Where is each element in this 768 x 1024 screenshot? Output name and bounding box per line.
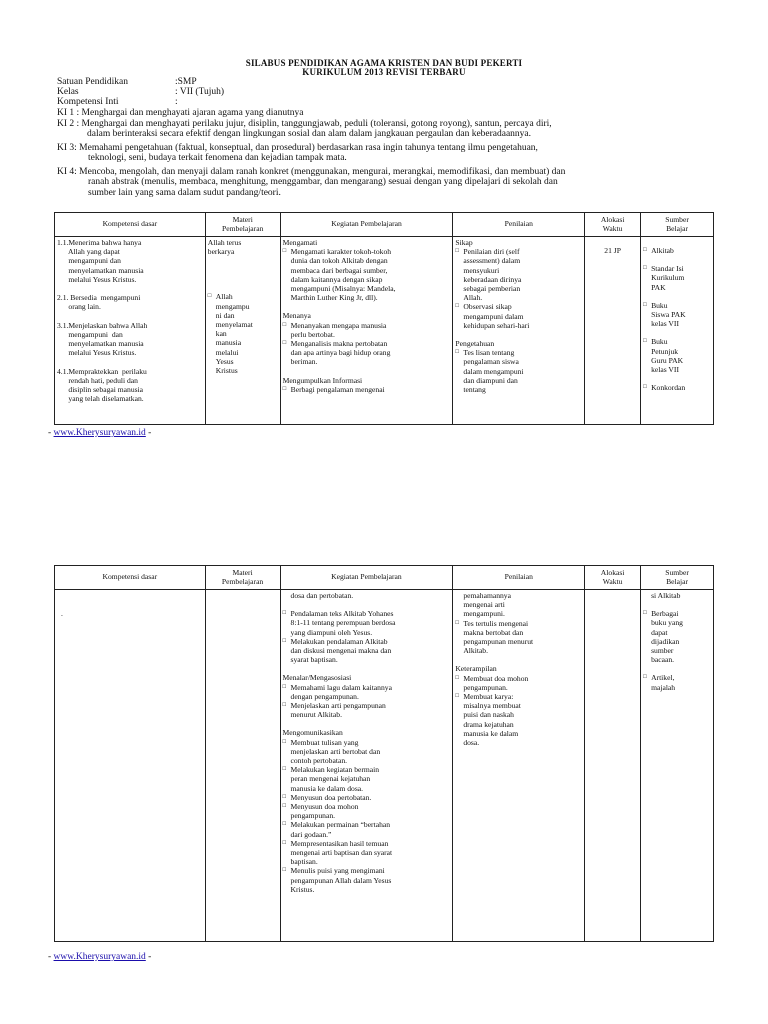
header-kegiatan: Kegiatan Pembelajaran <box>280 213 453 237</box>
bullet-item: □ Menanyakan mengapa manusia <box>283 321 451 330</box>
bullet-continuation: kan <box>215 329 227 339</box>
materi-title: Allah terus <box>207 238 242 247</box>
kd-line <box>57 358 203 367</box>
bullet-item: □ Observasi sikap <box>455 302 582 311</box>
kd-line: mengampuni dan <box>57 330 123 340</box>
bullet-continuation: melalui <box>215 347 239 357</box>
bullet-item: □ Penilaian diri (self <box>455 247 582 256</box>
bullet-continuation: dapat <box>651 627 668 637</box>
ki-2-cont: dalam berinteraksi secara efektif dengan lingkungan sosial dan alam dalam jangkauan pergaulan dan keberadaannya. <box>87 129 532 139</box>
identity-block <box>57 77 224 107</box>
kd-line: disiplin sebagai manusia <box>57 385 144 395</box>
header-kd: Kompetensi dasar <box>55 213 206 237</box>
section-heading: Mengomunikasikan <box>282 728 343 738</box>
bullet-continuation: dengan pengampunan. <box>290 691 359 701</box>
bullet-continuation: Guru PAK <box>651 355 684 365</box>
bullet-continuation: kelas VII <box>651 319 679 329</box>
page-footer: - www.Kherysuryawan.id - <box>48 952 152 962</box>
bullet-item: □ Berbagai <box>643 609 711 618</box>
syllabus-table-page-2 <box>54 565 714 942</box>
kd-line: mengampuni dan <box>57 256 121 266</box>
kd-line: 1.1.Menerima bahwa hanya <box>57 238 142 247</box>
ki-3-cont: teknologi, seni, budaya terkait fenomena dan kejadian tampak mata. <box>88 153 347 163</box>
bullet-continuation: mengampuni dalam <box>463 311 524 321</box>
bullet-continuation: menjelaskan arti bertobat dan <box>290 746 381 756</box>
bullet-continuation: pemahamannya <box>463 591 511 600</box>
bullet-continuation: tentang <box>463 385 486 395</box>
meta-row <box>57 77 224 87</box>
bullet-continuation: yang diampuni oleh Yesus. <box>290 627 373 637</box>
bullet-continuation: bacaan. <box>651 655 675 665</box>
bullet-continuation: dosa. <box>463 738 480 748</box>
bullet-item: □ Tes lisan tentang <box>455 348 582 357</box>
kd-line: 2.1. Bersedia mengampuni <box>57 293 141 303</box>
bullet-continuation: misalnya membuat <box>463 701 521 711</box>
spacer <box>643 664 711 673</box>
spacer <box>643 255 711 264</box>
bullet-item: □ Memahami lagu dalam kaitannya <box>283 683 451 692</box>
kegiatan-cell <box>280 237 453 425</box>
spacer <box>643 292 711 301</box>
bullet-continuation: Siswa PAK <box>651 310 686 320</box>
bullet-continuation: manusia ke dalam dosa. <box>290 783 364 793</box>
bullet-continuation: Yesus <box>215 356 234 366</box>
bullet-item: □ Allah <box>208 292 278 301</box>
bullet-item: □ Standar Isi <box>643 264 711 273</box>
header-materi: Materi Pembelajaran <box>205 213 280 237</box>
bullet-continuation: membaca dari berbagai sumber, <box>290 265 388 275</box>
bullet-continuation: dijadikan <box>651 636 680 646</box>
bullet-item: □ Membuat doa mohon <box>455 674 582 683</box>
bullet-item: □ Menganalisis makna pertobatan <box>283 339 451 348</box>
spacer <box>643 374 711 383</box>
bullet-continuation: kelas VII <box>651 365 679 375</box>
kd-value: . <box>61 609 63 618</box>
table-row <box>55 237 714 425</box>
header-penilaian: Penilaian <box>453 566 585 590</box>
header-alokasi: Alokasi Waktu <box>585 213 641 237</box>
alokasi-value: 21 JP <box>604 246 621 255</box>
spacer <box>283 664 451 673</box>
kegiatan-cell <box>280 590 453 942</box>
alokasi-cell <box>585 590 641 942</box>
bullet-continuation: si Alkitab <box>651 591 681 600</box>
bullet-item: □ Artikel, <box>643 673 711 682</box>
bullet-continuation: manusia <box>215 338 242 348</box>
meta-row <box>57 87 224 97</box>
bullet-continuation: mengampu <box>215 301 250 311</box>
bullet-continuation: mengenai arti baptisan dan syarat <box>290 848 393 858</box>
core-competencies <box>57 108 717 198</box>
kd-line: orang lain. <box>57 302 101 312</box>
bullet-item: □ Membuat tulisan yang <box>283 738 451 747</box>
bullet-continuation: beriman. <box>290 357 318 367</box>
meta-value: : VII (Tujuh) <box>175 87 225 97</box>
page-footer: - www.Kherysuryawan.id - <box>48 428 152 438</box>
table-row <box>55 590 714 942</box>
section-heading: Mengumpulkan Informasi <box>282 375 363 385</box>
materi-cell <box>205 590 280 942</box>
ki-4-cont: sumber lain yang sama dalam sudut pandang/teori. <box>88 187 281 198</box>
bullet-continuation: kehidupan sehari-hari <box>463 320 530 330</box>
table-header-row <box>55 566 714 590</box>
section-heading: Keterampilan <box>455 664 497 674</box>
header-kd: Kompetensi dasar <box>55 566 206 590</box>
bullet-continuation: pengalaman siswa <box>463 357 519 367</box>
kd-line: yang telah diselamatkan. <box>57 394 144 404</box>
section-heading: Pengetahuan <box>455 339 495 349</box>
bullet-item: □ Konkordan <box>643 383 711 392</box>
bullet-continuation: assessment) dalam <box>463 256 521 266</box>
bullet-item: □ Menyusun doa mohon <box>283 802 451 811</box>
meta-key: Satuan Pendidikan <box>57 77 128 87</box>
bullet-item: □ Menulis puisi yang mengimani <box>283 866 451 875</box>
bullet-continuation: dunia dan tokoh Alkitab dengan <box>290 256 388 266</box>
bullet-item: □ Mempresentasikan hasil temuan <box>283 839 451 848</box>
bullet-continuation: majalah <box>651 682 676 692</box>
sumber-cell <box>641 237 714 425</box>
section-heading: Menanya <box>282 311 311 321</box>
bullet-continuation: Petunjuk <box>651 346 679 356</box>
bullet-continuation: dari godaan.” <box>290 829 332 839</box>
ki-3: KI 3: Memahami pengetahuan (faktual, konseptual, dan prosedural) berdasarkan rasa ingin tahunya tentang ilmu pengetahuan, <box>57 142 538 153</box>
bullet-continuation: mengenai arti <box>463 600 505 610</box>
bullet-continuation: syarat baptisan. <box>290 655 338 665</box>
bullet-continuation: dalam mengampuni <box>463 366 524 376</box>
kd-cell <box>55 590 206 942</box>
bullet-item: □ Berbagi pengalaman mengenai <box>283 385 451 394</box>
bullet-continuation: mengampuni (Misalnya: Mandela, <box>290 284 396 294</box>
header-penilaian: Penilaian <box>453 213 585 237</box>
kd-line <box>57 312 203 321</box>
kd-line: 4.1.Mempraktekkan perilaku <box>57 366 147 376</box>
bullet-continuation: menyelamat <box>215 320 253 330</box>
ki-4: KI 4: Mencoba, mengolah, dan menyaji dalam ranah konkret (menggunakan, mengurai, merangkai, memodifikasi, dan membuat) dan <box>57 166 566 177</box>
syllabus-table-page-1 <box>54 212 714 425</box>
section-heading: Sikap <box>455 238 473 247</box>
bullet-continuation: perlu bertobat. <box>290 329 335 339</box>
bullet-continuation: puisi dan naskah <box>463 710 514 720</box>
bullet-continuation: pengampunan. <box>290 811 336 821</box>
meta-key: Kelas <box>57 87 79 97</box>
materi-title: berkarya <box>207 247 235 257</box>
meta-key: Kompetensi Inti <box>57 97 119 107</box>
kd-line: Allah yang dapat <box>57 247 120 257</box>
ki-2: KI 2 : Menghargai dan menghayati perilaku jujur, disiplin, tanggungjawab, peduli (toleransi, gotong royong), santun, percaya diri, <box>57 118 552 129</box>
bullet-continuation: dan apa artinya bagi hidup orang <box>290 348 391 358</box>
bullet-continuation: baptisan. <box>290 857 318 867</box>
table-header-row <box>55 213 714 237</box>
spacer <box>283 367 451 376</box>
bullet-continuation: pengampunan. <box>463 682 508 692</box>
bullet-continuation: keberadaan dirinya <box>463 274 522 284</box>
bullet-continuation: mensyukuri <box>463 265 500 275</box>
bullet-item: □ Buku <box>643 301 711 310</box>
bullet-item: □ Membuat karya: <box>455 692 582 701</box>
bullet-continuation: Alkitab. <box>463 646 489 656</box>
bullet-continuation: peran mengenai kejatuhan <box>290 774 371 784</box>
spacer <box>643 600 711 609</box>
materi-cell <box>205 237 280 425</box>
bullet-continuation: mengampuni. <box>463 609 505 619</box>
spacer <box>643 328 711 337</box>
ki-1: KI 1 : Menghargai dan menghayati ajaran agama yang dianutnya <box>57 108 304 118</box>
bullet-item: □ Tes tertulis mengenai <box>455 619 582 628</box>
ki-4-cont: ranah abstrak (menulis, membaca, menghitung, menggambar, dan mengarang) sesuai dengan yang dipelajari di sekolah dan <box>88 177 558 187</box>
bullet-continuation: Kurikulum <box>651 273 685 283</box>
kd-cell <box>55 237 206 425</box>
kd-line: 3.1.Menjelaskan bahwa Allah <box>57 320 148 330</box>
footer-link[interactable]: www.Kherysuryawan.id <box>53 428 146 438</box>
header-alokasi: Alokasi Waktu <box>585 566 641 590</box>
bullet-continuation: manusia ke dalam <box>463 728 519 738</box>
bullet-continuation: menurut Alkitab. <box>290 710 342 720</box>
alokasi-cell <box>585 237 641 425</box>
bullet-continuation: Allah. <box>463 293 483 303</box>
kd-line <box>57 284 203 293</box>
bullet-continuation: drama kejatuhan <box>463 719 514 729</box>
header-sumber: Sumber Belajar <box>641 213 714 237</box>
spacer <box>455 655 582 664</box>
bullet-continuation: PAK <box>651 282 666 292</box>
spacer <box>283 302 451 311</box>
meta-value: : <box>175 97 178 107</box>
section-heading: Menalar/Mengasosiasi <box>282 673 352 683</box>
bullet-item: □ Buku <box>643 337 711 346</box>
bullet-continuation: Kristus <box>215 366 238 376</box>
kd-line: melalui Yesus Kristus. <box>57 348 137 358</box>
bullet-continuation: 8:1-11 tentang perempuan berdosa <box>290 618 396 628</box>
kd-line: menyelamatkan manusia <box>57 339 144 349</box>
bullet-continuation: makna bertobat dan <box>463 627 524 637</box>
header-materi: Materi Pembelajaran <box>205 566 280 590</box>
bullet-continuation: ni dan <box>215 310 235 320</box>
bullet-item: □ Menyusun doa pertobatan. <box>283 793 451 802</box>
bullet-continuation: pengampunan menurut <box>463 637 534 647</box>
header-sumber: Sumber Belajar <box>641 566 714 590</box>
bullet-continuation: dan diampuni dan <box>463 375 518 385</box>
bullet-continuation: dosa dan pertobatan. <box>290 591 354 600</box>
bullet-continuation: Marthin Luther King Jr, dll). <box>290 293 378 303</box>
bullet-item: □ Melakukan permainan “bertahan <box>283 820 451 829</box>
spacer <box>283 600 451 609</box>
meta-row <box>57 97 224 107</box>
penilaian-cell <box>453 590 585 942</box>
bullet-item: □ Mengamati karakter tokoh-tokoh <box>283 247 451 256</box>
bullet-continuation: sumber <box>651 646 674 656</box>
bullet-continuation: contoh pertobatan. <box>290 756 348 766</box>
bullet-continuation: pengampunan Allah dalam Yesus <box>290 875 392 885</box>
kd-line: menyelamatkan manusia <box>57 265 144 275</box>
bullet-continuation: dalam kaitannya dengan sikap <box>290 274 383 284</box>
bullet-item: □ Melakukan pendalaman Alkitab <box>283 637 451 646</box>
header-kegiatan: Kegiatan Pembelajaran <box>280 566 453 590</box>
section-heading: Mengamati <box>282 238 318 247</box>
kd-line: melalui Yesus Kristus. <box>57 274 137 284</box>
penilaian-cell <box>453 237 585 425</box>
sumber-cell <box>641 590 714 942</box>
bullet-item: □ Menjelaskan arti pengampunan <box>283 701 451 710</box>
bullet-continuation: Kristus. <box>290 884 315 894</box>
spacer <box>455 330 582 339</box>
document-subtitle: KURIKULUM 2013 REVISI TERBARU <box>302 67 466 77</box>
spacer <box>283 719 451 728</box>
document-title: SILABUS PENDIDIKAN AGAMA KRISTEN DAN BUDI PEKERTI <box>245 58 523 68</box>
bullet-item: □ Melakukan kegiatan bermain <box>283 765 451 774</box>
bullet-continuation: sebagai pemberian <box>463 284 521 294</box>
footer-link[interactable]: www.Kherysuryawan.id <box>53 952 146 962</box>
meta-value: :SMP <box>175 77 197 87</box>
bullet-continuation: buku yang <box>651 618 683 628</box>
bullet-item: □ Pendalaman teks Alkitab Yohanes <box>283 609 451 618</box>
bullet-item: □ Alkitab <box>643 246 711 255</box>
kd-line: rendah hati, peduli dan <box>57 376 138 386</box>
bullet-continuation: dan diskusi mengenai makna dan <box>290 646 392 656</box>
